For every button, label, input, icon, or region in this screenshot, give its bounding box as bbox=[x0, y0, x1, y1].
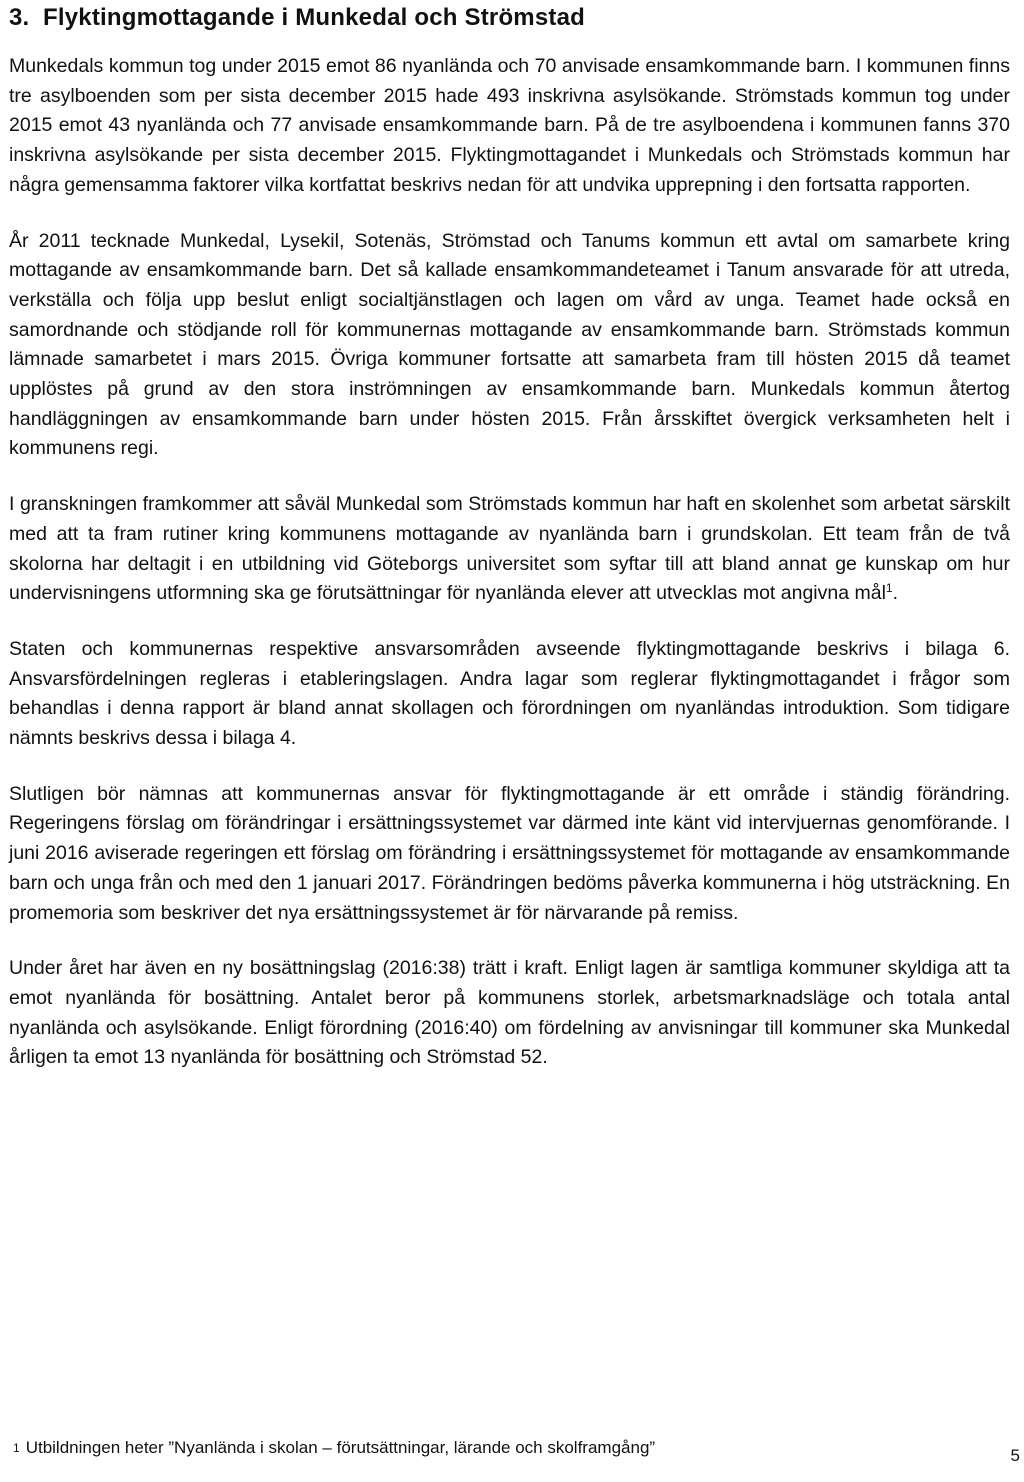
paragraph-6: Under året har även en ny bosättningslag (2016:38) trätt i kraft. Enligt lagen är samtliga kommuner skyldiga att ta emot nyanlända för bosättning. Antalet beror på kommunens storlek, arbetsmarknadsläge och totala antal nyanlända och asylsökande. Enligt förordning (2016:40) om fördelning av anvisningar till kommuner ska Munkedal årligen ta emot 13 nyanlända för bosättning och Strömstad 52. bbox=[9, 957, 1010, 1069]
footnote-reference[interactable]: 1 bbox=[885, 581, 893, 596]
paragraph-5: Slutligen bör nämnas att kommunernas ansvar för flyktingmottagande är ett område i ständig förändring. Regeringens förslag om förändringar i ersättningssystemet var därmed inte känt vid intervjuernas genomförande. I juni 2016 aviserade regeringen ett förslag om förändring i ersättningssystemet för mottagande av ensamkommande barn och unga från och med den 1 januari 2017. Förändringen bedöms påverka kommunerna i hög utsträckning. En promemoria som beskriver det nya ersättningssystemet är för närvarande på remiss. bbox=[9, 782, 1010, 924]
footnote-marker: 1 bbox=[13, 1441, 20, 1455]
paragraph-4: Staten och kommunernas respektive ansvarsområden avseende flyktingmottagande beskrivs i bilaga 6. Ansvarsfördelningen regleras i etableringslagen. Andra lagar som reglerar flyktingmottagandet i frågor som behandlas i denna rapport är bland annat skollagen och förordningen om nyanländas introduktion. Som tidigare nämnts beskrivs dessa i bilaga 4. bbox=[9, 637, 1010, 750]
footnote-text: Utbildningen heter ”Nyanlända i skolan – förutsättningar, lärande och skolframgång” bbox=[25, 1438, 656, 1457]
paragraph-3 bbox=[9, 490, 1010, 609]
footnote bbox=[13, 1436, 655, 1460]
section-number: 3. bbox=[9, 4, 30, 31]
paragraph-3-text: I granskningen framkommer att såväl Munkedal som Strömstads kommun har haft en skolenhet som arbetat särskilt med att ta fram rutiner kring kommunens mottagande av nyanlända barn i grundskolan. Ett team från de två skolorna har deltagit i en utbildning vid Göteborgs universitet som syftar till att bland annat ge kunskap om hur undervisningens utformning ska ge förutsättningar för nyanlända elever att utvecklas mot angivna mål bbox=[9, 493, 1010, 605]
paragraph-2: År 2011 tecknade Munkedal, Lysekil, Sotenäs, Strömstad och Tanums kommun ett avtal om samarbete kring mottagande av ensamkommande barn. Det så kallade ensamkommandeteamet i Tanum ansvarade för att utreda, verkställa och följa upp beslut enligt socialtjänstlagen och lagen om vård av unga. Teamet hade också en samordnande och stödjande roll för kommunernas mottagande av ensamkommande barn. Strömstads kommun lämnade samarbetet i mars 2015. Övriga kommuner fortsatte att samarbeta fram till hösten 2015 då teamet upplöstes på grund av den stora inströmningen av ensamkommande barn. Munkedals kommun återtog handläggningen av ensamkommande barn under hösten 2015. Från årsskiftet övergick verksamheten helt i kommunens regi. bbox=[9, 229, 1010, 460]
paragraph-1: Munkedals kommun tog under 2015 emot 86 nyanlända och 70 anvisade ensamkommande barn. I kommunen finns tre asylboenden som per sista december 2015 hade 493 inskrivna asylsökande. Strömstads kommun tog under 2015 emot 43 nyanlända och 77 anvisade ensamkommande barn. På de tre asylboendena i kommunen fanns 370 inskrivna asylsökande per sista december 2015. Flyktingmottagandet i Munkedals och Strömstads kommun har några gemensamma faktorer vilka kortfattat beskrivs nedan för att undvika upprepning i den fortsatta rapporten. bbox=[9, 55, 1010, 196]
body-text bbox=[9, 52, 1010, 1073]
section-heading bbox=[9, 0, 1010, 36]
section-title: Flyktingmottagande i Munkedal och Strömstad bbox=[43, 4, 585, 31]
page-number: 5 bbox=[1010, 1446, 1020, 1465]
paragraph-3-end: . bbox=[892, 582, 899, 605]
